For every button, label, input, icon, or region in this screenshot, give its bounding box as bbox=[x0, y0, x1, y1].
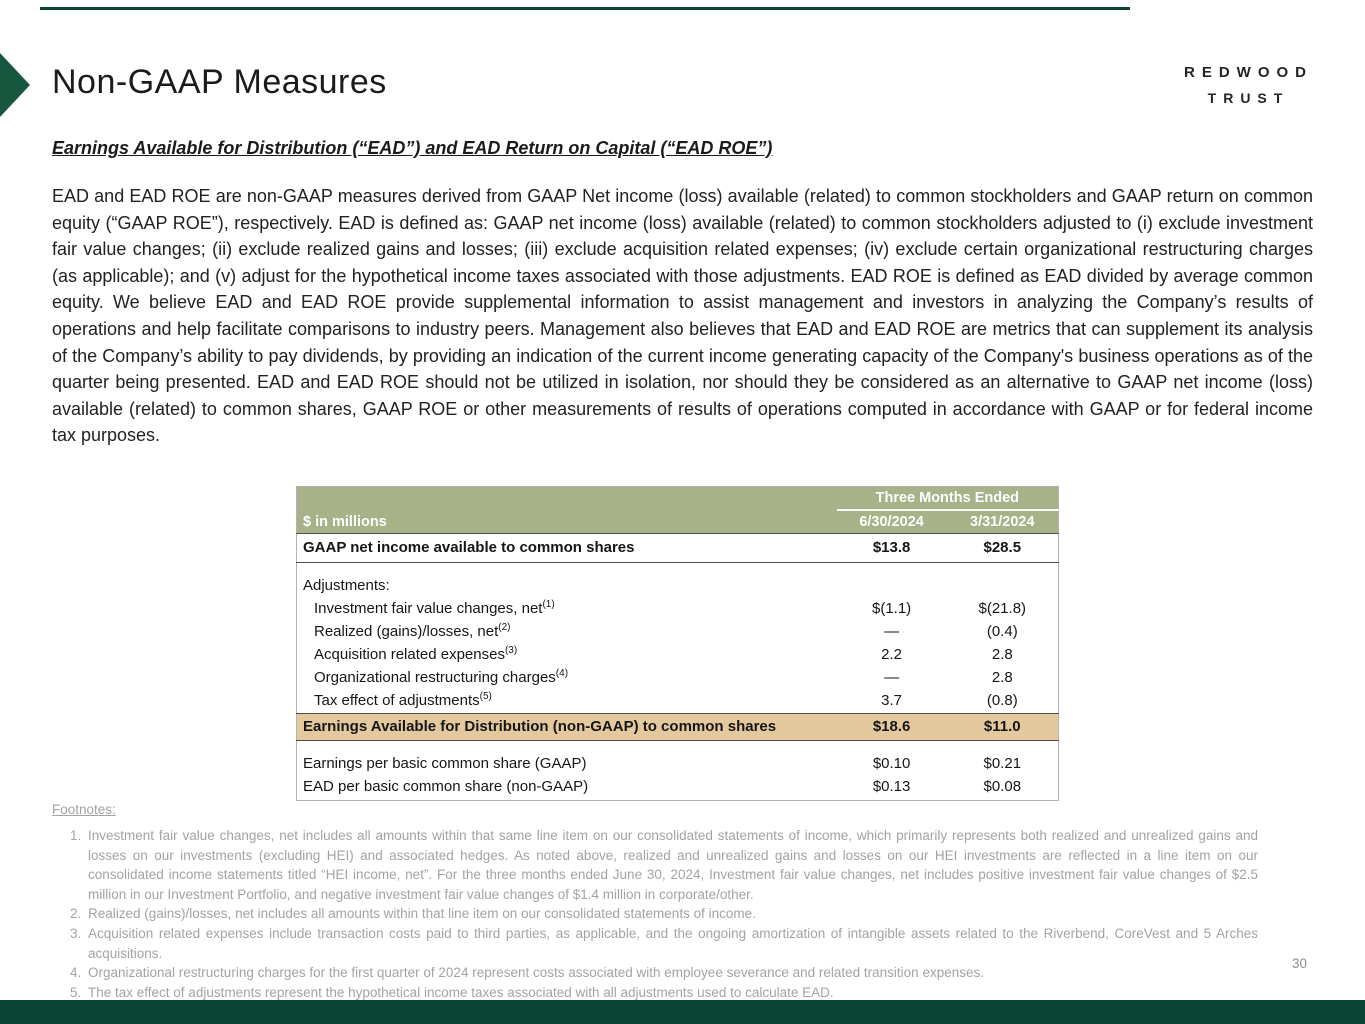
table-row bbox=[297, 690, 1059, 714]
row-value: $0.10 bbox=[872, 754, 911, 772]
row-value: (0.4) bbox=[986, 623, 1018, 640]
footnote-item: 2. Realized (gains)/losses, net includes all amounts within that line item on our consolidated statements of income. bbox=[85, 904, 1258, 924]
footnotes-label: Footnotes: bbox=[52, 802, 116, 817]
top-rule bbox=[40, 7, 1130, 10]
row-value: 2.2 bbox=[881, 646, 903, 663]
row-value: — bbox=[884, 623, 900, 640]
header-col-group: Three Months Ended bbox=[837, 487, 1059, 511]
row-value: 2.8 bbox=[991, 669, 1013, 686]
table-row bbox=[297, 713, 1059, 740]
row-label: GAAP net income available to common shares bbox=[297, 534, 837, 563]
page-title: Non-GAAP Measures bbox=[52, 63, 387, 101]
row-label: Tax effect of adjustments$^{(5)}$ bbox=[314, 691, 492, 709]
table-row bbox=[297, 534, 1059, 563]
row-label: Earnings Available for Distribution (non-GAAP) to common shares bbox=[297, 713, 837, 740]
footnote-item: 5. The tax effect of adjustments represent the hypothetical income taxes associated with all adjustments used to calculate EAD. bbox=[85, 983, 1258, 1003]
footnotes-list bbox=[52, 826, 1258, 1002]
table-row bbox=[297, 667, 1059, 690]
column-header-2: 3/31/2024 bbox=[947, 510, 1059, 534]
row-value: $18.6 bbox=[837, 713, 947, 740]
footnotes-section bbox=[52, 801, 1258, 1002]
table-row bbox=[297, 775, 1059, 800]
row-label: Investment fair value changes, net$^{(1)}$ bbox=[314, 599, 555, 617]
row-value: — bbox=[884, 669, 900, 686]
row-value: 3.7 bbox=[881, 692, 903, 709]
table-header-row bbox=[297, 510, 1059, 534]
row-label: Earnings per basic common share (GAAP) bbox=[303, 754, 587, 772]
footnote-item: 4. Organizational restructuring charges for the first quarter of 2024 represent costs associated with employee severance and related transition expenses. bbox=[85, 963, 1258, 983]
table-row bbox=[297, 740, 1059, 775]
row-value: $(21.8) bbox=[978, 600, 1027, 617]
row-value: $(1.1) bbox=[871, 600, 912, 617]
financial-table bbox=[296, 486, 1059, 801]
row-value: $0.08 bbox=[983, 777, 1022, 795]
row-value: $11.0 bbox=[947, 713, 1059, 740]
section-heading: Earnings Available for Distribution (“EAD”) and EAD Return on Capital (“EAD ROE”) bbox=[52, 138, 773, 158]
table-body bbox=[297, 534, 1059, 801]
column-header-1: 6/30/2024 bbox=[837, 510, 947, 534]
row-value bbox=[947, 563, 1059, 598]
bottom-bar bbox=[0, 1000, 1365, 1024]
row-label: EAD per basic common share (non-GAAP) bbox=[303, 777, 589, 795]
chevron-arrow-icon bbox=[0, 53, 30, 117]
unit-label: $ in millions bbox=[297, 510, 837, 534]
table-row bbox=[297, 563, 1059, 598]
row-value bbox=[837, 563, 947, 598]
body-paragraph: EAD and EAD ROE are non-GAAP measures derived from GAAP Net income (loss) available (related) to common stockholders and GAAP return on common equity (“GAAP ROE”), respectively. EAD is defined as: GAAP net income (loss) available (related) to common stockholders adjusted to (i) exclude investment fair value changes; (ii) exclude realized gains and losses; (iii) exclude acquisition related expenses; (iv) exclude certain organizational restructuring charges (as applicable); and (v) adjust for the hypothetical income taxes associated with those adjustments. EAD ROE is defined as EAD divided by average common equity. We believe EAD and EAD ROE provide supplemental information to assist management and investors in analyzing the Company’s results of operations and help facilitate comparisons to industry peers. Management also believes that EAD and EAD ROE are metrics that can supplement its analysis of the Company’s ability to pay dividends, by providing an indication of the current income generating capacity of the Company's business operations as of the quarter being presented. EAD and EAD ROE should not be utilized in isolation, nor should they be considered as an alternative to GAAP net income (loss) available (related) to common shares, GAAP ROE or other measurements of results of operations computed in accordance with GAAP or for federal income tax purposes. bbox=[52, 186, 1313, 446]
row-value: $28.5 bbox=[947, 534, 1059, 563]
row-value: $13.8 bbox=[837, 534, 947, 563]
table-row bbox=[297, 644, 1059, 667]
row-value: $0.21 bbox=[983, 754, 1022, 772]
row-value: (0.8) bbox=[986, 692, 1018, 709]
row-label: Realized (gains)/losses, net$^{(2)}$ bbox=[314, 622, 511, 640]
footnote-item: 1. Investment fair value changes, net includes all amounts within that same line item on our consolidated statements of income, which primarily represents both realized and unrealized gains and losses on our investments (excluding HEI) and associated hedges. As noted above, realized and unrealized gains and losses on our HEI investments are reflected in a line item on our consolidated income statements titled “HEI income, net”. For the three months ended June 30, 2024, Investment fair value changes, net includes positive investment fair value changes of $2.5 million in our Investment Portfolio, and negative investment fair value changes of $1.4 million in corporate/other. bbox=[85, 826, 1258, 904]
table-row bbox=[297, 621, 1059, 644]
row-value: $0.13 bbox=[872, 777, 911, 795]
page-number: 30 bbox=[1291, 956, 1307, 971]
header-empty-cell bbox=[297, 487, 837, 511]
footnote-item: 3. Acquisition related expenses include transaction costs paid to third parties, as applicable, and the ongoing amortization of intangible assets related to the Riverbend, CoreVest and 5 Arches acquisitions. bbox=[85, 924, 1258, 963]
row-value: 2.8 bbox=[991, 646, 1013, 663]
row-label: Adjustments: bbox=[303, 577, 390, 594]
table-header-group-row bbox=[297, 487, 1059, 511]
brand-logo-line1: REDWOOD bbox=[1184, 64, 1313, 81]
brand-logo bbox=[1170, 64, 1320, 106]
brand-logo-line2: TRUST bbox=[1207, 90, 1290, 106]
row-label: Organizational restructuring charges$^{(4)}$ bbox=[314, 668, 569, 686]
row-label: Acquisition related expenses$^{(3)}$ bbox=[314, 645, 518, 663]
table-row bbox=[297, 598, 1059, 621]
